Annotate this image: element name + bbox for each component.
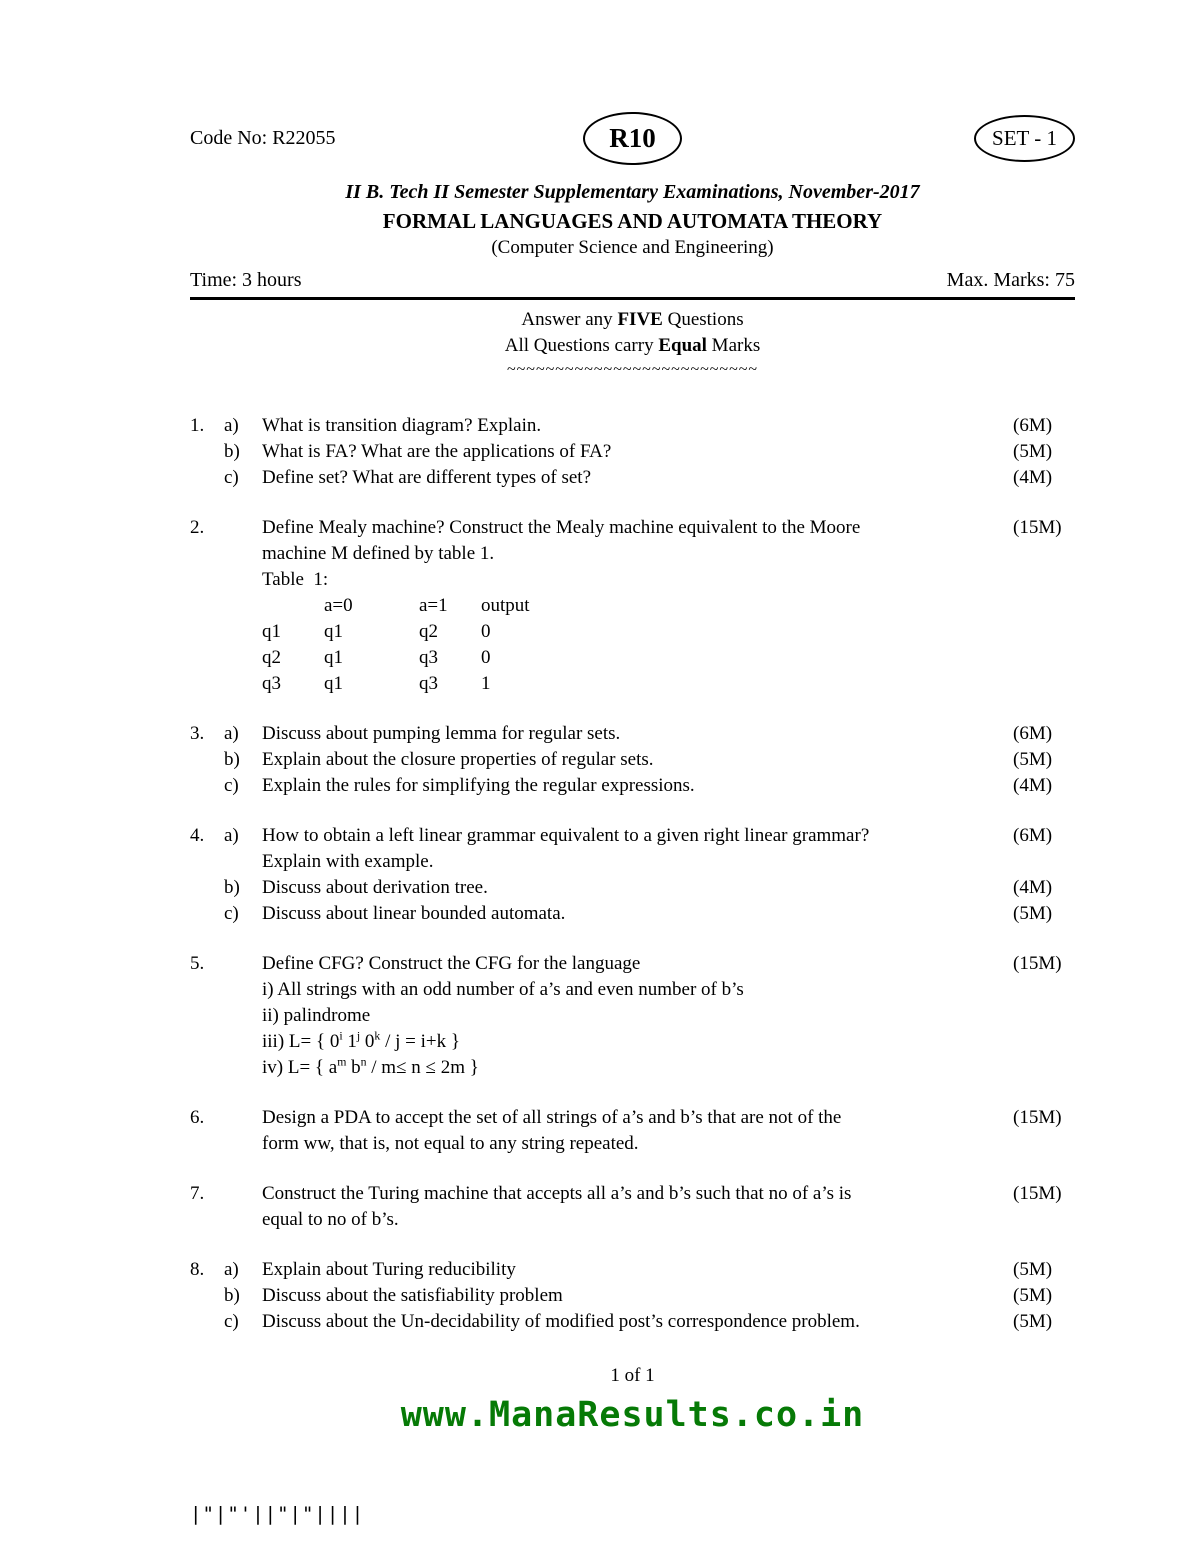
instr1-post: Questions: [662, 309, 744, 330]
question-text-line: Design a PDA to accept the set of all strings of a’s and b’s that are not of the: [262, 1107, 842, 1128]
marks-label: (5M): [1013, 749, 1053, 770]
question-text: [262, 823, 1013, 875]
table-cell: q2: [262, 647, 281, 668]
question-text: [262, 951, 1013, 1081]
question-number: 2.: [190, 517, 205, 538]
question-text: [262, 515, 1013, 697]
question-part-row: [190, 1105, 1075, 1157]
question-gap: [190, 491, 1075, 515]
marks-label: (4M): [1013, 775, 1053, 796]
table-cell: q2: [419, 621, 438, 642]
question-text: [262, 465, 1013, 491]
question-gap: [190, 1157, 1075, 1181]
time-marks-row: [190, 269, 1075, 292]
question-text-line: equal to no of b’s.: [262, 1209, 399, 1230]
table-caption: Table 1:: [262, 569, 329, 590]
set-badge-wrap: [682, 115, 1075, 162]
question-text: [262, 875, 1013, 901]
question-part-row: [190, 951, 1075, 1081]
question-text: [262, 747, 1013, 773]
question-part-row: [190, 465, 1075, 491]
table-grid: [262, 593, 1001, 697]
question-text-line: Construct the Turing machine that accepts all a’s and b’s such that no of a’s is: [262, 1183, 852, 1204]
question-text: [262, 413, 1013, 439]
instr1-pre: Answer any: [521, 309, 618, 330]
question-text-line: Explain the rules for simplifying the regular expressions.: [262, 775, 695, 796]
question-text: [262, 901, 1013, 927]
question-text-line: Explain about the closure properties of regular sets.: [262, 749, 654, 770]
question-gap: [190, 1081, 1075, 1105]
question-text-line: Discuss about derivation tree.: [262, 877, 488, 898]
question-text-line: Discuss about the satisfiability problem: [262, 1285, 563, 1306]
instruction-line-2: [190, 333, 1075, 359]
question-number: 8.: [190, 1259, 205, 1280]
question-part-letter: b): [224, 441, 240, 462]
moore-machine-table: [262, 567, 1001, 697]
page-number: 1 of 1: [610, 1365, 655, 1386]
question-text-line: Define set? What are different types of set?: [262, 467, 592, 488]
question-text: [262, 439, 1013, 465]
marks-label: (5M): [1013, 441, 1053, 462]
divider-rule: [190, 297, 1075, 300]
time-label: Time: 3 hours: [190, 269, 302, 291]
marks-label: (5M): [1013, 1311, 1053, 1332]
barcode-marks: |"|"'||"|"||||: [190, 1503, 365, 1525]
question-text-line: What is transition diagram? Explain.: [262, 415, 542, 436]
question-text-line: iii) L= { 0$^i$ 1$^j$ 0$^k$ / j = i+k }: [262, 1029, 460, 1052]
question-text: [262, 1309, 1013, 1335]
max-marks-label: Max. Marks: 75: [946, 269, 1075, 291]
branch-title: (Computer Science and Engineering): [491, 237, 774, 258]
table-cell: 0: [481, 647, 491, 668]
question-text: [262, 1257, 1013, 1283]
table-cell: q1: [324, 673, 343, 694]
question-text-line: Discuss about the Un-decidability of modified post’s correspondence problem.: [262, 1311, 860, 1332]
question-text: [262, 721, 1013, 747]
question-text-line: ii) palindrome: [262, 1005, 371, 1026]
question-part-row: [190, 901, 1075, 927]
table-cell: 1: [481, 673, 491, 694]
table-header-cell: output: [481, 595, 530, 616]
question-part-row: [190, 515, 1075, 697]
marks-label: (15M): [1013, 1183, 1062, 1204]
question-text-line: Define CFG? Construct the CFG for the language: [262, 953, 641, 974]
set-badge: SET - 1: [974, 115, 1075, 162]
question-number: 3.: [190, 723, 205, 744]
instr2-bold: Equal: [658, 335, 707, 356]
question-text-line: machine M defined by table 1.: [262, 543, 495, 564]
question-text: [262, 1105, 1013, 1157]
question-number: 6.: [190, 1107, 205, 1128]
marks-label: (15M): [1013, 953, 1062, 974]
question-part-letter: a): [224, 415, 239, 436]
question-text-line: Discuss about pumping lemma for regular sets.: [262, 723, 621, 744]
question-text-line: i) All strings with an odd number of a’s and even number of b’s: [262, 979, 744, 1000]
question-part-letter: c): [224, 775, 239, 796]
instr1-bold: FIVE: [617, 309, 663, 330]
question-gap: [190, 1233, 1075, 1257]
question-part-row: [190, 439, 1075, 465]
table-cell: q1: [324, 621, 343, 642]
instruction-line-1: [190, 307, 1075, 333]
question-text: [262, 773, 1013, 799]
question-part-row: [190, 1257, 1075, 1283]
marks-label: (5M): [1013, 1285, 1053, 1306]
marks-label: (5M): [1013, 903, 1053, 924]
question-text: [262, 1283, 1013, 1309]
question-part-row: [190, 1283, 1075, 1309]
instr2-pre: All Questions carry: [504, 335, 659, 356]
table-cell: 0: [481, 621, 491, 642]
marks-label: (4M): [1013, 467, 1053, 488]
marks-label: (15M): [1013, 1107, 1062, 1128]
question-part-row: [190, 1181, 1075, 1233]
question-number: 7.: [190, 1183, 205, 1204]
marks-label: (6M): [1013, 415, 1053, 436]
header: [190, 112, 1075, 165]
regulation-badge: R10: [583, 112, 682, 165]
question-number: 5.: [190, 953, 205, 974]
question-text-line: Discuss about linear bounded automata.: [262, 903, 566, 924]
table-header-cell: [262, 593, 324, 619]
regulation-badge-wrap: [583, 112, 682, 165]
question-part-row: [190, 875, 1075, 901]
title-block: [190, 181, 1075, 259]
marks-label: (5M): [1013, 1259, 1053, 1280]
table-cell: q3: [262, 673, 281, 694]
question-text-line: iv) L= { $a^m$ $b^n / m\le n \le 2m$ }: [262, 1055, 479, 1078]
question-part-letter: a): [224, 825, 239, 846]
question-part-letter: b): [224, 877, 240, 898]
table-cell: q1: [262, 621, 281, 642]
question-gap: [190, 927, 1075, 951]
table-cell: q3: [419, 673, 438, 694]
question-gap: [190, 799, 1075, 823]
question-text-line: Explain about Turing reducibility: [262, 1259, 516, 1280]
question-part-row: [190, 823, 1075, 875]
question-part-letter: c): [224, 903, 239, 924]
question-part-letter: a): [224, 723, 239, 744]
table-header-cell: a=0: [324, 595, 353, 616]
instr2-post: Marks: [706, 335, 761, 356]
question-number: 4.: [190, 825, 205, 846]
question-text: [262, 1181, 1013, 1233]
subject-title: FORMAL LANGUAGES AND AUTOMATA THEORY: [382, 209, 883, 233]
question-text-line: Explain with example.: [262, 851, 434, 872]
question-part-letter: b): [224, 749, 240, 770]
marks-label: (6M): [1013, 723, 1053, 744]
question-number: 1.: [190, 415, 205, 436]
question-part-row: [190, 413, 1075, 439]
question-text-line: What is FA? What are the applications of FA?: [262, 441, 612, 462]
question-part-row: [190, 773, 1075, 799]
code-no: Code No: R22055: [190, 127, 336, 149]
question-part-row: [190, 747, 1075, 773]
question-gap: [190, 697, 1075, 721]
watermark-site-link: www.ManaResults.co.in: [400, 1395, 865, 1435]
exam-title-line: II B. Tech II Semester Supplementary Examinations, November-2017: [345, 181, 920, 203]
marks-label: (6M): [1013, 825, 1053, 846]
question-part-letter: c): [224, 467, 239, 488]
marks-label: (4M): [1013, 877, 1053, 898]
question-part-row: [190, 1309, 1075, 1335]
table-cell: q3: [419, 647, 438, 668]
question-part-letter: b): [224, 1285, 240, 1306]
table-cell: q1: [324, 647, 343, 668]
question-text-line: How to obtain a left linear grammar equivalent to a given right linear grammar?: [262, 825, 870, 846]
marks-label: (15M): [1013, 517, 1062, 538]
question-part-letter: a): [224, 1259, 239, 1280]
table-header-cell: a=1: [419, 595, 448, 616]
tilde-separator: ~~~~~~~~~~~~~~~~~~~~~~~~~~: [506, 361, 759, 378]
question-text-line: form ww, that is, not equal to any string repeated.: [262, 1133, 639, 1154]
question-text-line: Define Mealy machine? Construct the Mealy machine equivalent to the Moore: [262, 517, 861, 538]
questions-list: [190, 413, 1075, 1335]
question-part-row: [190, 721, 1075, 747]
question-part-letter: c): [224, 1311, 239, 1332]
